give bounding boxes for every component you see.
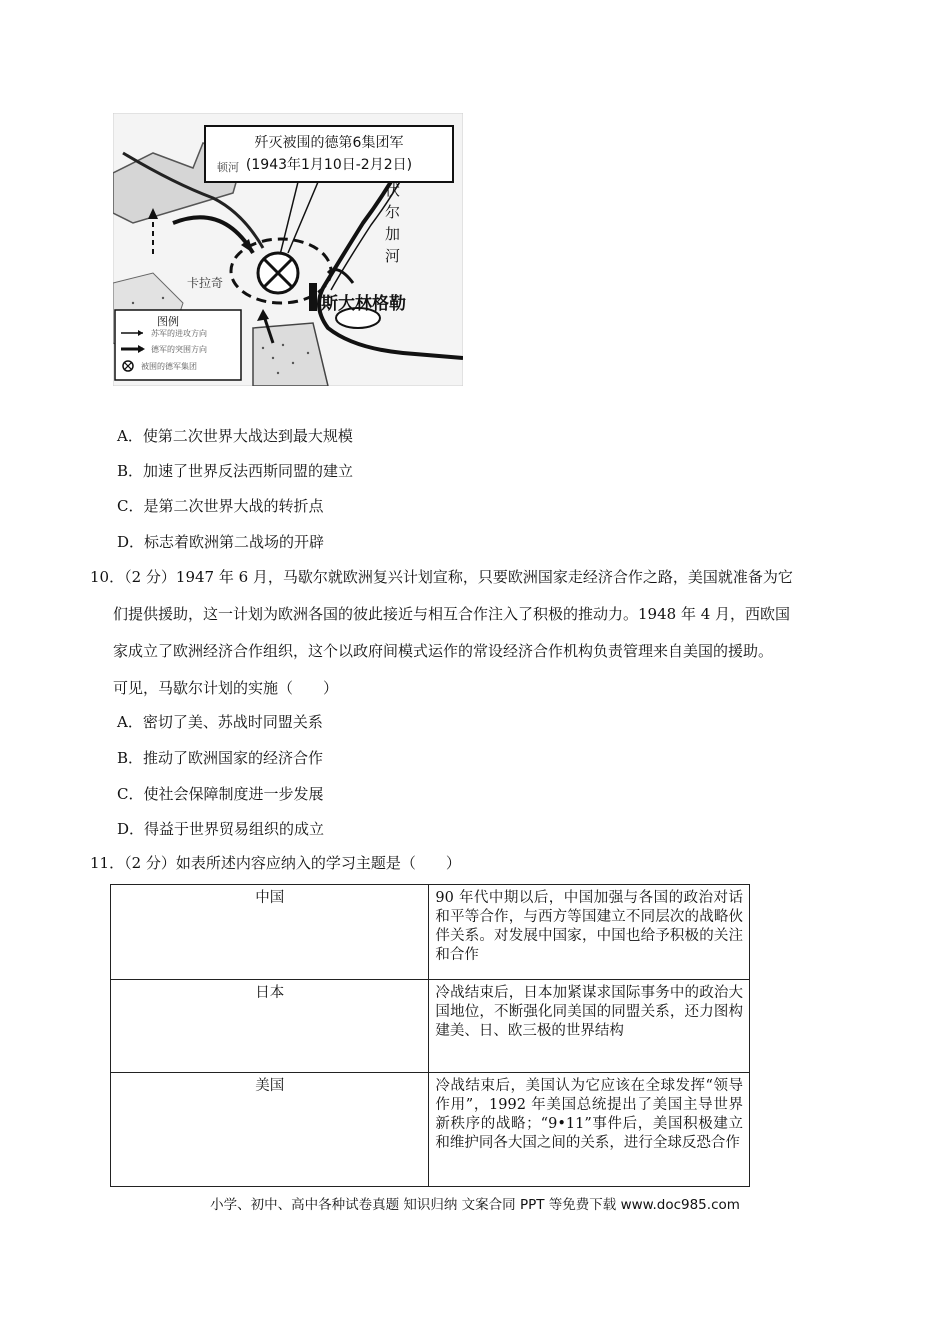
table-row [111, 980, 750, 1073]
country-cell: 美国 [111, 1073, 429, 1187]
q10-stem-line4: 可见，马歇尔计划的实施（ ） [113, 679, 339, 697]
stalingrad-map [113, 113, 463, 386]
west-city-label: 卡拉奇 [187, 276, 224, 290]
description-cell: 冷战结束后，日本加紧谋求国际事务中的政治大国地位，不断强化同美国的同盟关系，还力图构建美、日、欧三极的世界结构 [429, 980, 750, 1073]
callout-date: (1943年1月10日-2月2日) [245, 157, 413, 173]
description-cell: 90 年代中期以后，中国加强与各国的政治对话和平等合作，与西方等国建立不同层次的战略伙伴关系。对发展中国家，中国也给予积极的关注和合作 [429, 885, 750, 980]
legend-item-1: 苏军的进攻方向 [151, 329, 207, 338]
q10-option-d: D．得益于世界贸易组织的成立 [117, 820, 325, 838]
q10-option-a: A．密切了美、苏战时同盟关系 [117, 713, 323, 731]
river-char-4: 河 [385, 247, 401, 265]
table-row [111, 885, 750, 980]
page-footer: 小学、初中、高中各种试卷真题 知识归纳 文案合同 PPT 等免费下载 www.doc985.com [210, 1197, 740, 1213]
q10-stem-line1: 10．（2 分）1947 年 6 月，马歇尔就欧洲复兴计划宣称，只要欧洲国家走经济合作之路，美国就准备为它 [90, 568, 793, 586]
callout-title: 歼灭被围的德第6集团军 [254, 135, 404, 151]
country-cell: 日本 [111, 980, 429, 1073]
q10-option-b: B．推动了欧洲国家的经济合作 [117, 749, 324, 767]
river-char-1: 伏 [385, 181, 401, 199]
city-label: 斯大林格勒 [321, 294, 406, 314]
q10-stem-line2: 们提供援助，这一计划为欧洲各国的彼此接近与相互合作注入了积极的推动力。1948 年 4 月，西欧国 [113, 605, 791, 623]
q11-stem: 11．（2 分）如表所述内容应纳入的学习主题是（ ） [90, 854, 461, 872]
legend-item-3: 被围的德军集团 [141, 362, 197, 371]
q11-table [110, 884, 750, 1187]
q10-option-c: C．使社会保障制度进一步发展 [117, 785, 324, 803]
q9-option-a: A．使第二次世界大战达到最大规模 [117, 427, 353, 445]
river-char-3: 加 [385, 225, 401, 243]
q10-stem-line3: 家成立了欧洲经济合作组织，这个以政府间模式运作的常设经济合作机构负责管理来自美国的援助。 [113, 642, 774, 660]
q9-option-d: D．标志着欧洲第二战场的开辟 [117, 533, 325, 551]
map-svg [113, 113, 463, 386]
river-char-2: 尔 [385, 203, 401, 221]
q9-option-c: C．是第二次世界大战的转折点 [117, 497, 324, 515]
river-small-label: 顿河 [217, 161, 239, 174]
q9-option-b: B．加速了世界反法西斯同盟的建立 [117, 462, 354, 480]
description-cell: 冷战结束后，美国认为它应该在全球发挥“领导作用”，1992 年美国总统提出了美国主导世界新秩序的战略；“9•11”事件后，美国积极建立和维护同各大国之间的关系，进行全球反恐合作 [429, 1073, 750, 1187]
country-cell: 中国 [111, 885, 429, 980]
table-row [111, 1073, 750, 1187]
legend-title: 图例 [157, 315, 179, 328]
legend-item-2: 德军的突围方向 [151, 345, 207, 354]
